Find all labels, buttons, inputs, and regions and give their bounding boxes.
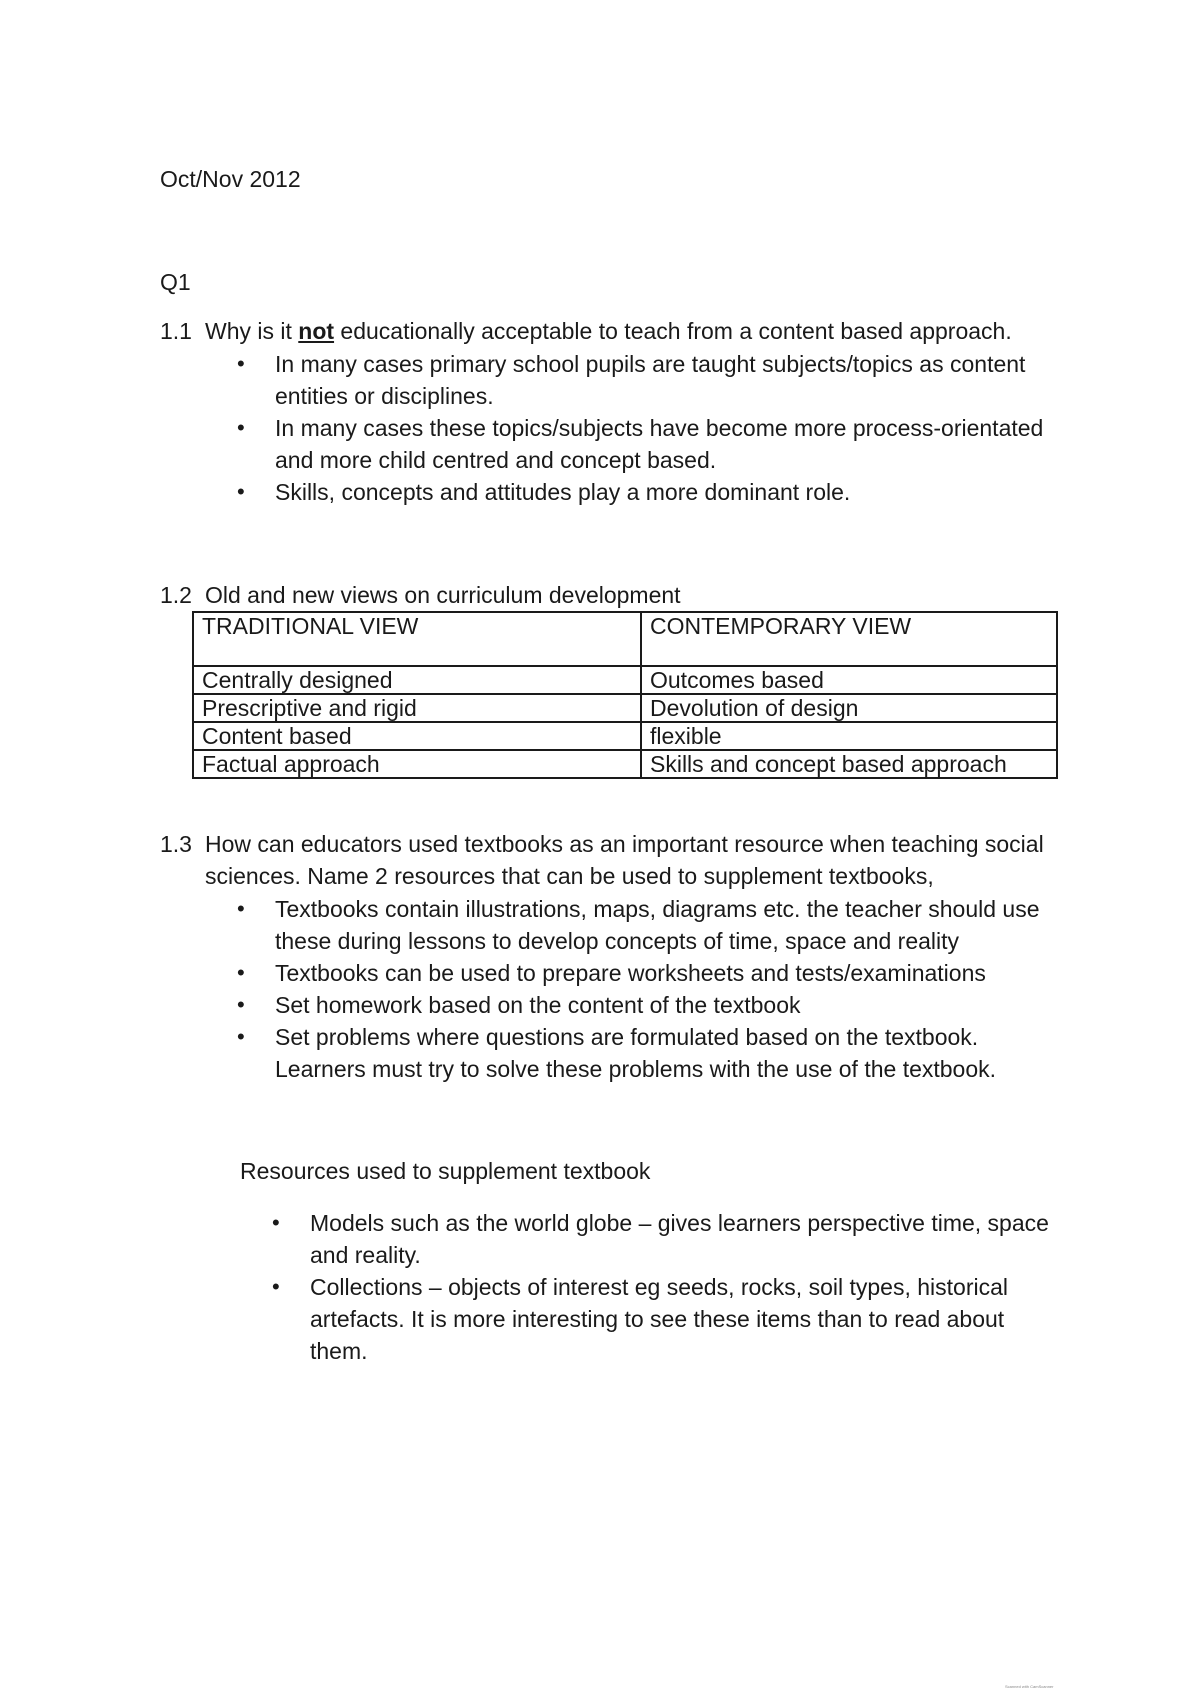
table-header-contemporary: CONTEMPORARY VIEW (641, 612, 1057, 666)
question-text-end: educationally acceptable to teach from a content based approach. (334, 318, 1012, 344)
bullet-icon: • (237, 1024, 245, 1049)
bullet-icon: • (272, 1274, 280, 1299)
bullet-icon: • (237, 351, 245, 376)
list-item-text: Collections – objects of interest eg seeds, rocks, soil types, historical artefacts. It is more interesting to see these items than to read about them. (310, 1274, 1008, 1364)
table-cell: Skills and concept based approach (641, 750, 1057, 778)
question-number: 1.2 (160, 582, 192, 608)
list-item (237, 989, 1065, 1021)
list-item-text: Set problems where questions are formulated based on the textbook. Learners must try to solve these problems with the use of the textbook. (275, 1024, 997, 1082)
table-cell: Devolution of design (641, 694, 1057, 722)
bullet-icon: • (237, 960, 245, 985)
list-item-text: Skills, concepts and attitudes play a more dominant role. (275, 479, 851, 505)
answer-list-1-1 (237, 348, 1065, 508)
bullet-icon: • (272, 1210, 280, 1235)
list-item-text: In many cases primary school pupils are taught subjects/topics as content entities or disciplines. (275, 351, 1026, 409)
question-text: How can educators used textbooks as an important resource when teaching social sciences. Name 2 resources that can be used to supplement textbooks, (205, 831, 1044, 889)
question-number: 1.3 (160, 831, 192, 857)
bullet-icon: • (237, 479, 245, 504)
emphasis-word: not (298, 318, 335, 344)
list-item (237, 348, 1065, 412)
table-row (193, 694, 1057, 722)
bullet-icon: • (237, 896, 245, 921)
table-header-row (193, 612, 1057, 666)
list-item (237, 893, 1065, 957)
list-item (272, 1271, 1060, 1367)
table-row (193, 722, 1057, 750)
date-heading: Oct/Nov 2012 (160, 166, 301, 192)
list-item-text: Models such as the world globe – gives learners perspective time, space and reality. (310, 1210, 1049, 1268)
table-cell: flexible (641, 722, 1057, 750)
table-row (193, 666, 1057, 694)
list-item (237, 957, 1065, 989)
list-item (272, 1207, 1060, 1271)
table-cell: Centrally designed (193, 666, 641, 694)
curriculum-views-table (192, 611, 1058, 779)
table-row (193, 750, 1057, 778)
list-item (237, 476, 1065, 508)
question-text (205, 315, 1060, 347)
list-item-text: Textbooks contain illustrations, maps, diagrams etc. the teacher should use these during lessons to develop concepts of time, space and reality (275, 896, 1040, 954)
list-item-text: Textbooks can be used to prepare worksheets and tests/examinations (275, 960, 986, 986)
table-cell: Outcomes based (641, 666, 1057, 694)
list-item (237, 1021, 1065, 1085)
question-text: Old and new views on curriculum development (205, 582, 681, 608)
answer-list-1-3 (237, 893, 1065, 1085)
question-text-start: Why is it (205, 318, 299, 344)
table-cell: Factual approach (193, 750, 641, 778)
question-label: Q1 (160, 269, 191, 295)
resources-list (272, 1207, 1060, 1367)
question-number: 1.1 (160, 318, 192, 344)
list-item (237, 412, 1065, 476)
scanner-watermark: Scanned with CamScanner (1005, 1684, 1054, 1689)
resources-heading: Resources used to supplement textbook (240, 1158, 651, 1184)
table-cell: Prescriptive and rigid (193, 694, 641, 722)
list-item-text: In many cases these topics/subjects have become more process-orientated and more child centred and concept based. (275, 415, 1044, 473)
list-item-text: Set homework based on the content of the textbook (275, 992, 801, 1018)
bullet-icon: • (237, 415, 245, 440)
table-cell: Content based (193, 722, 641, 750)
table-header-traditional: TRADITIONAL VIEW (193, 612, 641, 666)
bullet-icon: • (237, 992, 245, 1017)
